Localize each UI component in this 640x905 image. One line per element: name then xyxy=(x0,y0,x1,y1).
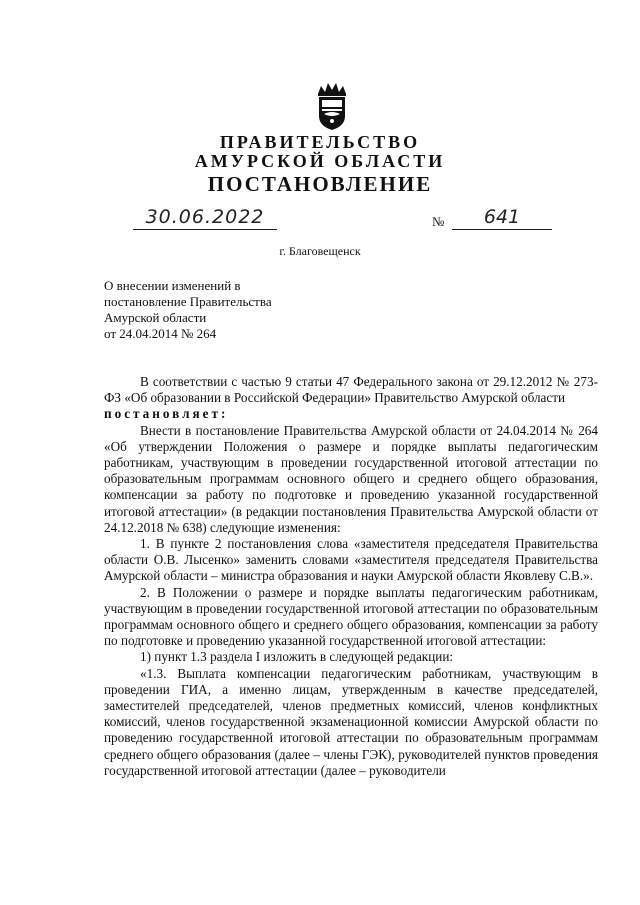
subject-line: постановление Правительства xyxy=(104,294,272,309)
document-date: 30.06.2022 xyxy=(145,206,265,228)
number-label: № xyxy=(432,214,445,229)
subject-line: Амурской области xyxy=(104,310,207,325)
government-name-line2: АМУРСКОЙ ОБЛАСТИ xyxy=(194,151,446,171)
city-label: г. Благовещенск xyxy=(279,244,361,258)
body-paragraph: 2. В Положении о размере и порядке выплаты педагогическим работникам, участвующим в проведении государственной итоговой аттестации по образовательным программам основного общего и среднего общего образования, компенсации за работу по подготовке и проведению указанной государственной итоговой аттестации: xyxy=(104,584,598,649)
date-underline xyxy=(133,229,277,230)
subject-line: О внесении изменений в xyxy=(104,278,241,293)
number-underline xyxy=(452,229,552,230)
body-paragraph: Внести в постановление Правительства Амурской области от 24.04.2014 № 264 «Об утверждении Положения о размере и порядке выплаты педагогическим работникам, участвующим в проведении государственной итоговой аттестации по образовательным программам основного общего и среднего общего образования, компенсации за работу по подготовке и проведению указанной государственной итоговой аттестации» (в редакции постановления Правительства Амурской области от 24.12.2018 № 638) следующие изменения: xyxy=(104,422,598,535)
document-number: 641 xyxy=(483,206,521,228)
body-paragraph: «1.3. Выплата компенсации педагогическим работникам, участвующим в проведении ГИА, а именно лицам, утвержденным в качестве председателей, заместителей председателей, членов предметных комиссий, членов конфликтных комиссий, членов государственной экзаменационной комиссии Амурской области по проведению государственной итоговой аттестации по образовательным программам среднего общего образования (далее – члены ГЭК), руководителей пунктов проведения государственной итоговой аттестации (далее – руководители xyxy=(104,665,598,778)
document-subject xyxy=(104,278,364,342)
government-name-line1: ПРАВИТЕЛЬСТВО xyxy=(219,132,421,152)
document-body xyxy=(104,374,598,779)
resolves-heading: постановляет: xyxy=(104,406,229,422)
amur-region-coat-of-arms-icon xyxy=(312,80,352,132)
document-type: ПОСТАНОВЛЕНИЕ xyxy=(207,172,433,196)
intro-paragraph: В соответствии с частью 9 статьи 47 Федерального закона от 29.12.2012 № 273-ФЗ «Об образовании в Российской Федерации» Правительство Амурской области xyxy=(104,374,598,406)
body-paragraph: 1. В пункте 2 постановления слова «заместителя председателя Правительства области О.В. Лысенко» заменить словами «заместителя председателя Правительства Амурской области – министра образования и науки Амурской области Яковлеву С.В.». xyxy=(104,536,598,584)
subject-line: от 24.04.2014 № 264 xyxy=(104,326,217,341)
body-paragraph: 1) пункт 1.3 раздела I изложить в следующей редакции: xyxy=(140,649,454,665)
